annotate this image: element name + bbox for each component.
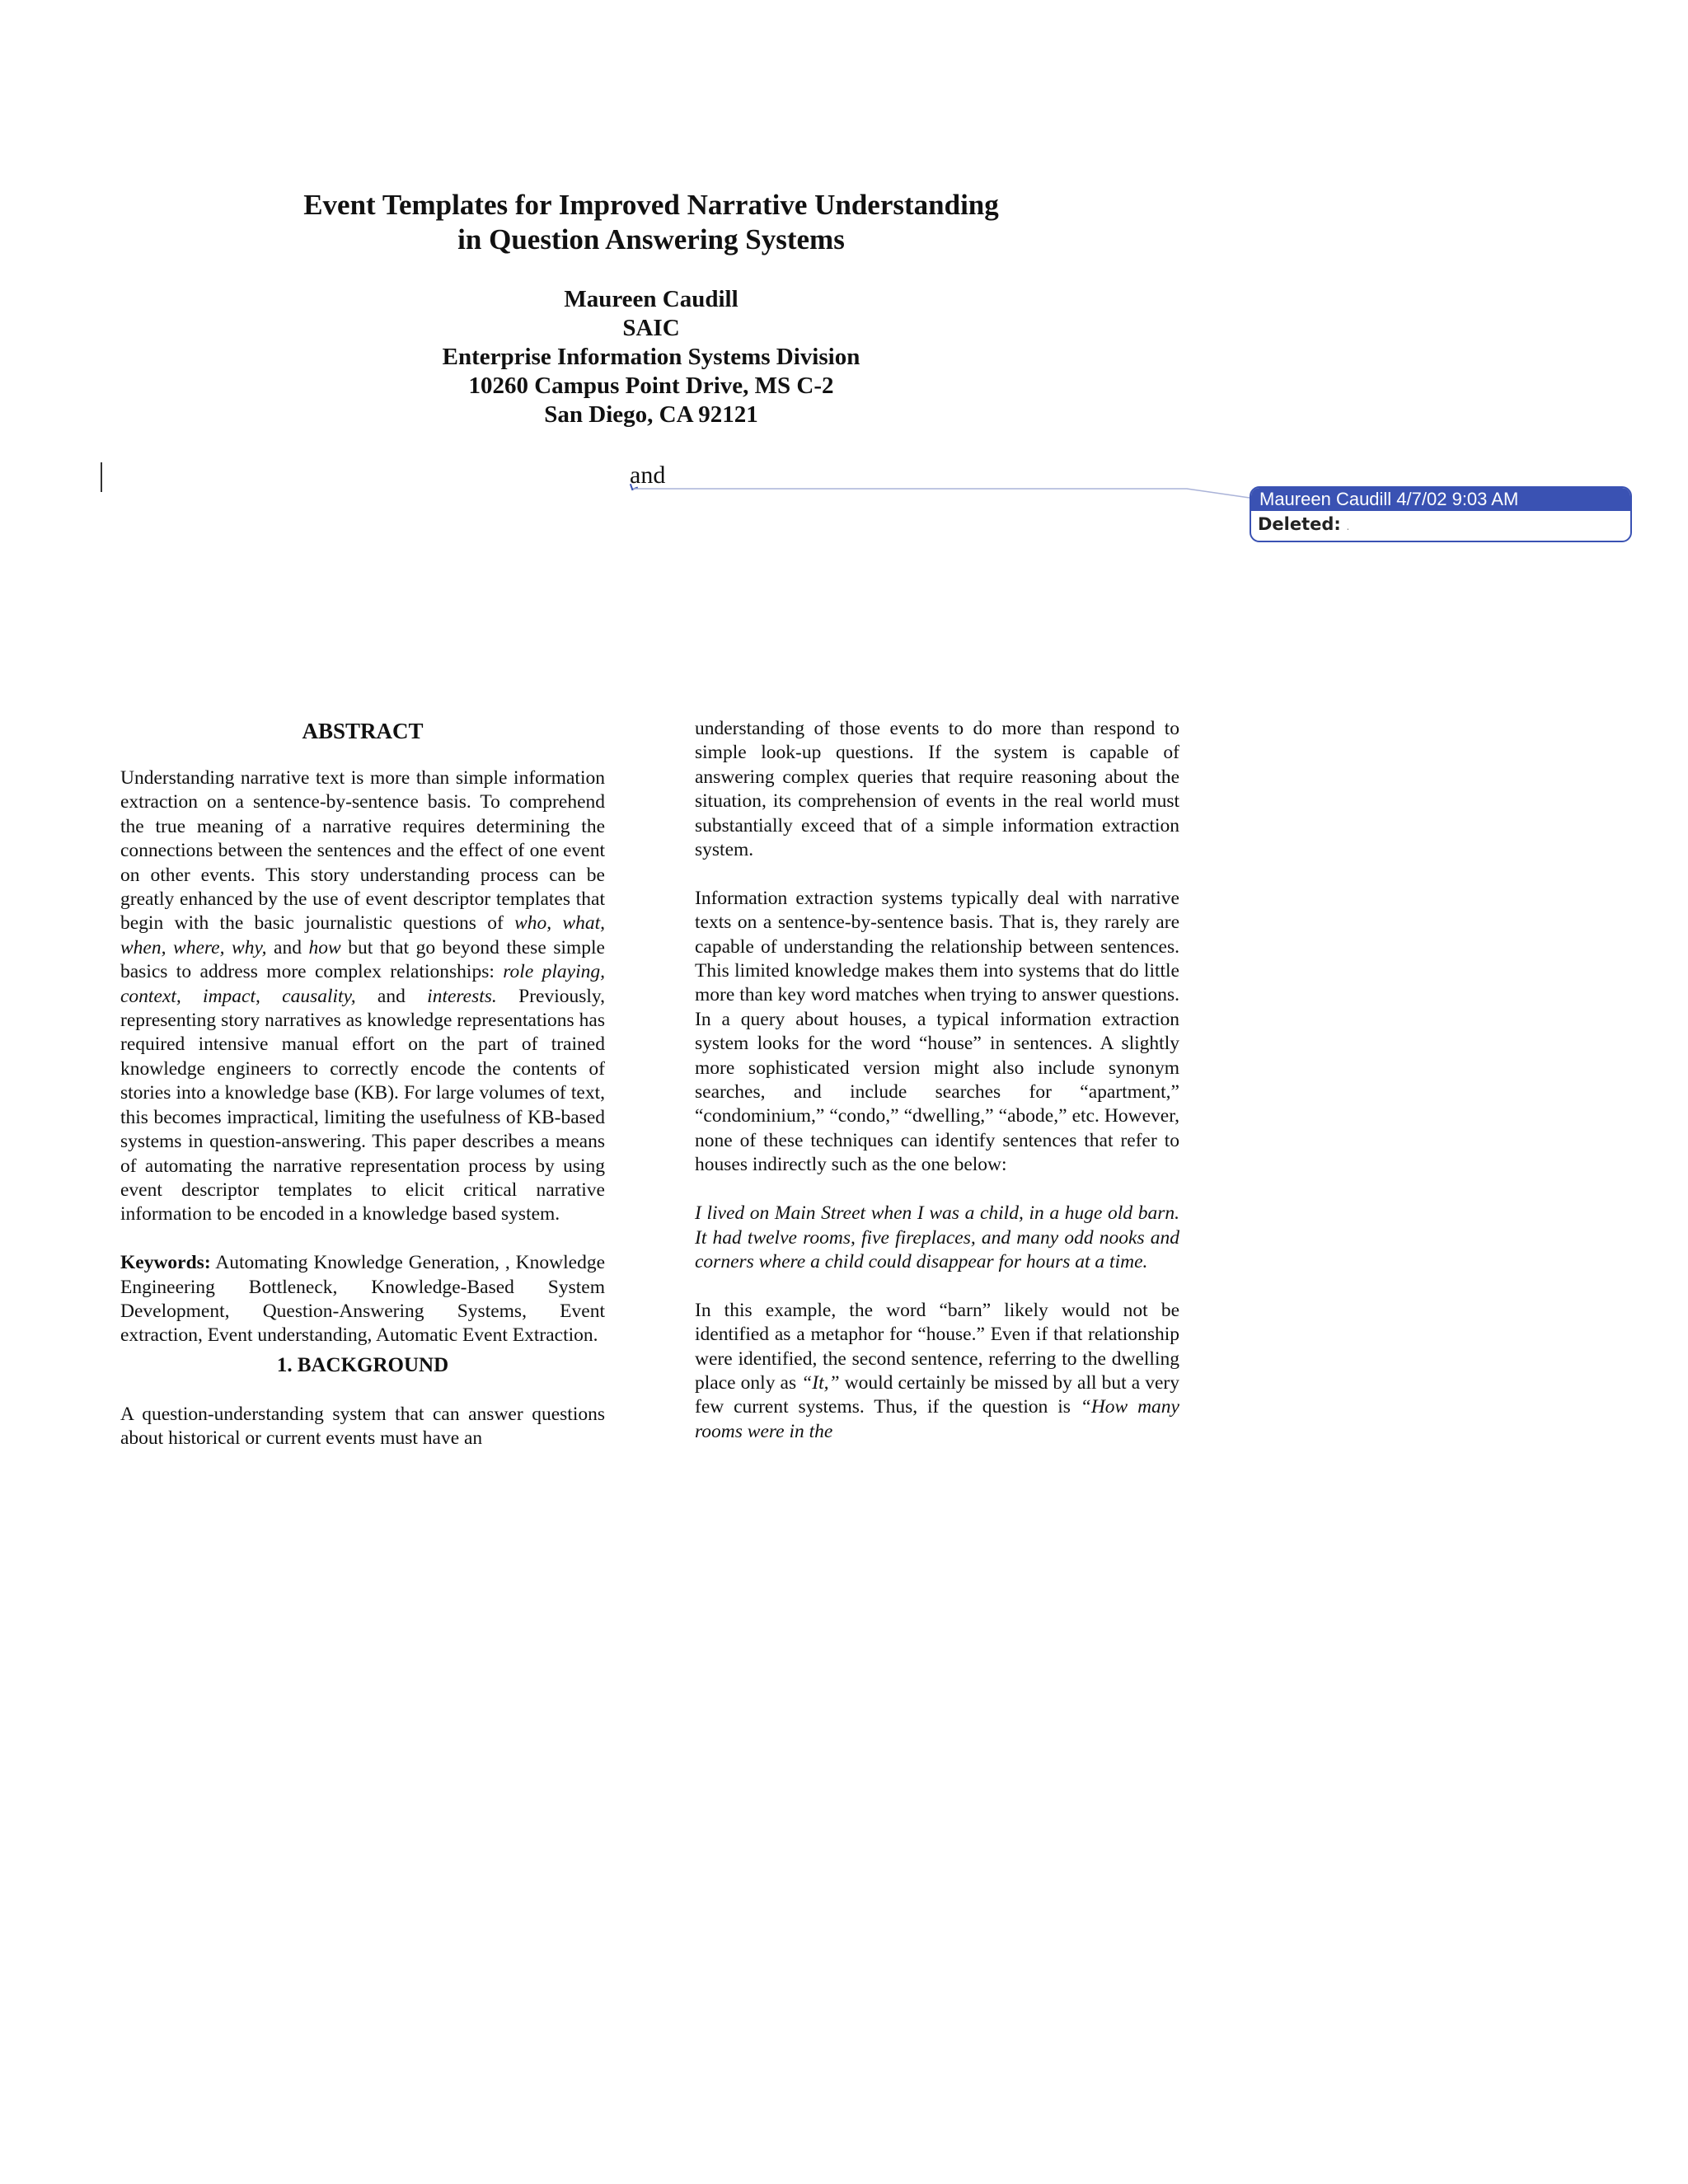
left-column — [120, 717, 605, 1451]
author-name: Maureen Caudill — [564, 286, 738, 312]
and-separator: and — [630, 462, 666, 489]
revision-balloon[interactable] — [1250, 486, 1632, 542]
abstract-text: Previously, representing story narratives as knowledge representations has required intensive manual effort on the part of trained knowledge engineers to correctly encode the contents of stories into a knowledge base (KB). For large volumes of text, this becomes impractical, limiting the usefulness of KB-based systems in question-answering. This paper describes a means of automating the narrative representation process by using event descriptor templates to elicit critical narrative information to be encoded in a knowledge based system. — [120, 985, 605, 1226]
revision-body — [1251, 511, 1630, 540]
paragraph-text: would certainly be missed by all but a very few current systems. Thus, if the question is — [695, 1371, 1179, 1418]
right-column — [695, 717, 1179, 1444]
example-quote: I lived on Main Street when I was a child, in a huge old barn. It had twelve rooms, five fireplaces, and many odd nooks and corners where a child could disappear for hours at a time. — [695, 1202, 1179, 1272]
keywords-label: Keywords: — [120, 1252, 211, 1274]
abstract-italic: interests. — [427, 985, 497, 1007]
title-line-1: Event Templates for Improved Narrative Understanding — [303, 189, 999, 221]
abstract-heading: ABSTRACT — [302, 719, 424, 743]
title-line-2: in Question Answering Systems — [457, 223, 845, 255]
abstract-italic: who, what, when, where, why, — [120, 912, 605, 958]
abstract-text: and — [266, 936, 309, 958]
background-paragraph-3 — [695, 1299, 1179, 1444]
author-division: Enterprise Information Systems Division — [442, 344, 860, 370]
background-heading: 1. BACKGROUND — [276, 1353, 449, 1376]
abstract-text: and — [355, 985, 428, 1007]
abstract-paragraph — [120, 766, 605, 1227]
author-city: San Diego, CA 92121 — [544, 401, 758, 428]
revision-deleted-label: Deleted: — [1258, 514, 1341, 534]
abstract-italic: how — [308, 936, 341, 958]
revision-deleted-text: . — [1346, 521, 1350, 532]
revision-author-date: Maureen Caudill 4/7/02 9:03 AM — [1251, 488, 1630, 511]
author-address: 10260 Campus Point Drive, MS C-2 — [468, 373, 834, 399]
abstract-text: but that go beyond these simple basics to address more complex relationships: — [120, 936, 605, 983]
abstract-text: Understanding narrative text is more than simple information extraction on a sentence-by-sentence basis. To comprehend the true meaning of a narrative requires determining the connections between the sentences and the effect of one event on other events. This story understanding process can be greatly enhanced by the use of event descriptor templates that begin with the basic journalistic questions of — [120, 767, 605, 935]
author-organization: SAIC — [622, 315, 680, 341]
background-paragraph-2: Information extraction systems typically deal with narrative texts on a sentence-by-sentence basis. That is, they rarely are capable of understanding the relationship between sentences. This limited knowledge makes them into systems that do little more than key word matches when trying to answer questions. In a query about houses, a typical information extraction system looks for the word “house” in sentences. A slightly more sophisticated version might also include synonym searches, and include searches for “apartment,” “condominium,” “condo,” “dwelling,” “abode,” etc. However, none of these techniques can identify sentences that refer to houses indirectly such as the one below: — [695, 887, 1179, 1176]
paragraph-italic: “It,” — [801, 1371, 840, 1394]
background-paragraph-1: A question-understanding system that can answer questions about historical or current events must have an — [120, 1403, 605, 1450]
paragraph-text: In this example, the word “barn” likely would not be identified as a metaphor for “house.” Even if that relationship were identified, the second sentence, referring to the dwelling place only as — [695, 1299, 1179, 1394]
paragraph-italic: “How many rooms were in the — [695, 1396, 1179, 1442]
keywords-text: Automating Knowledge Generation, , Knowledge Engineering Bottleneck, Knowledge-Based System Development, Question-Answering Systems, Event extraction, Event understanding, Automatic Event Extraction. — [120, 1252, 605, 1347]
abstract-italic: role playing, context, impact, causality, — [120, 961, 605, 1007]
keywords-paragraph — [120, 1251, 605, 1348]
background-paragraph-1-continued: understanding of those events to do more than respond to simple look-up questions. If the system is capable of answering complex queries that require reasoning about the situation, its comprehension of events in the real world must substantially exceed that of a simple information extraction system. — [695, 718, 1179, 861]
